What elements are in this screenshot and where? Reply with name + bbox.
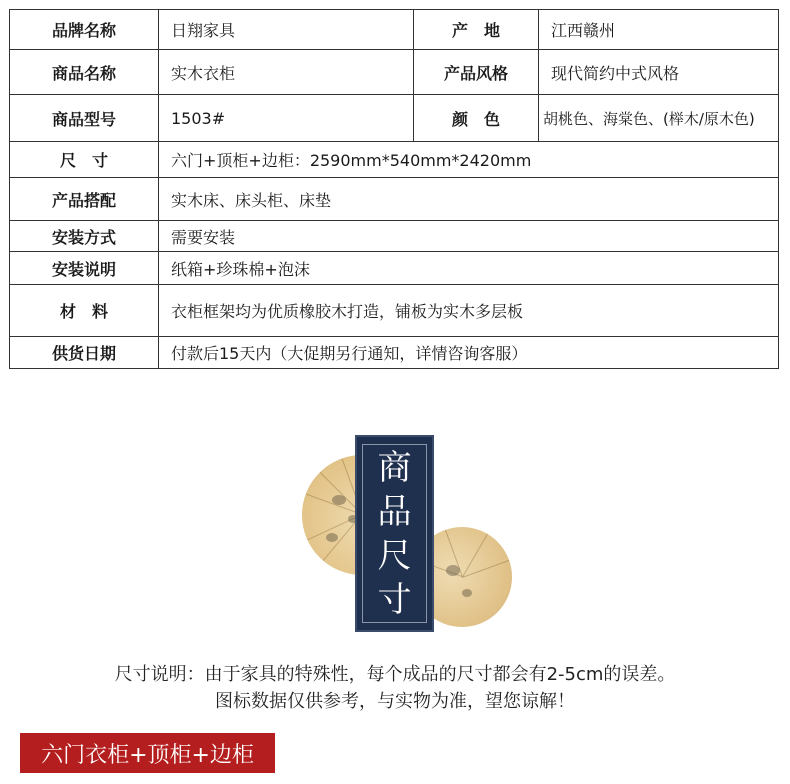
brand-label: 品牌名称	[10, 10, 159, 50]
banner-char-1: 商	[377, 447, 412, 488]
spec-row-product	[10, 50, 779, 95]
install-note-label: 安装说明	[10, 252, 159, 285]
match-value: 实木床、床头柜、床垫	[159, 178, 779, 221]
install-note-value: 纸箱+珍珠棉+泡沫	[159, 252, 779, 285]
size-label: 尺 寸	[10, 142, 159, 178]
install-value: 需要安装	[159, 221, 779, 252]
material-label: 材 料	[10, 285, 159, 337]
banner-title-panel	[355, 435, 434, 632]
origin-value: 江西赣州	[539, 10, 779, 50]
size-value: 六门+顶柜+边柜：2590mm*540mm*2420mm	[159, 142, 779, 178]
style-value: 现代简约中式风格	[539, 50, 779, 95]
supply-label: 供货日期	[10, 337, 159, 369]
spec-row-brand	[10, 10, 779, 50]
size-note-line-1: 尺寸说明：由于家具的特殊性，每个成品的尺寸都会有2-5cm的误差。	[114, 664, 676, 685]
color-label: 颜 色	[414, 95, 539, 142]
supply-value: 付款后15天内（大促期另行通知，详情咨询客服）	[159, 337, 779, 369]
match-label: 产品搭配	[10, 178, 159, 221]
color-value: 胡桃色、海棠色、(榉木/原木色)	[539, 95, 779, 142]
install-label: 安装方式	[10, 221, 159, 252]
material-value: 衣柜框架均为优质橡胶木打造，铺板为实木多层板	[159, 285, 779, 337]
banner-char-3: 尺	[377, 535, 412, 576]
product-label: 商品名称	[10, 50, 159, 95]
size-note-line-2: 图标数据仅供参考，与实物为准，望您谅解！	[215, 691, 575, 712]
banner-char-4: 寸	[377, 579, 412, 620]
product-config-tag: 六门衣柜+顶柜+边柜	[20, 733, 275, 773]
origin-label: 产 地	[414, 10, 539, 50]
style-label: 产品风格	[414, 50, 539, 95]
product-value: 实木衣柜	[159, 50, 414, 95]
brand-value: 日翔家具	[159, 10, 414, 50]
spec-row-install	[10, 221, 779, 252]
spec-row-model	[10, 95, 779, 142]
spec-row-match	[10, 178, 779, 221]
model-label: 商品型号	[10, 95, 159, 142]
spec-row-material	[10, 285, 779, 337]
spec-row-supply	[10, 337, 779, 369]
spec-row-install-note	[10, 252, 779, 285]
spec-table	[9, 9, 779, 369]
banner-char-2: 品	[377, 491, 412, 532]
product-size-banner	[300, 435, 475, 632]
model-value: 1503#	[159, 95, 414, 142]
spec-row-size	[10, 142, 779, 178]
